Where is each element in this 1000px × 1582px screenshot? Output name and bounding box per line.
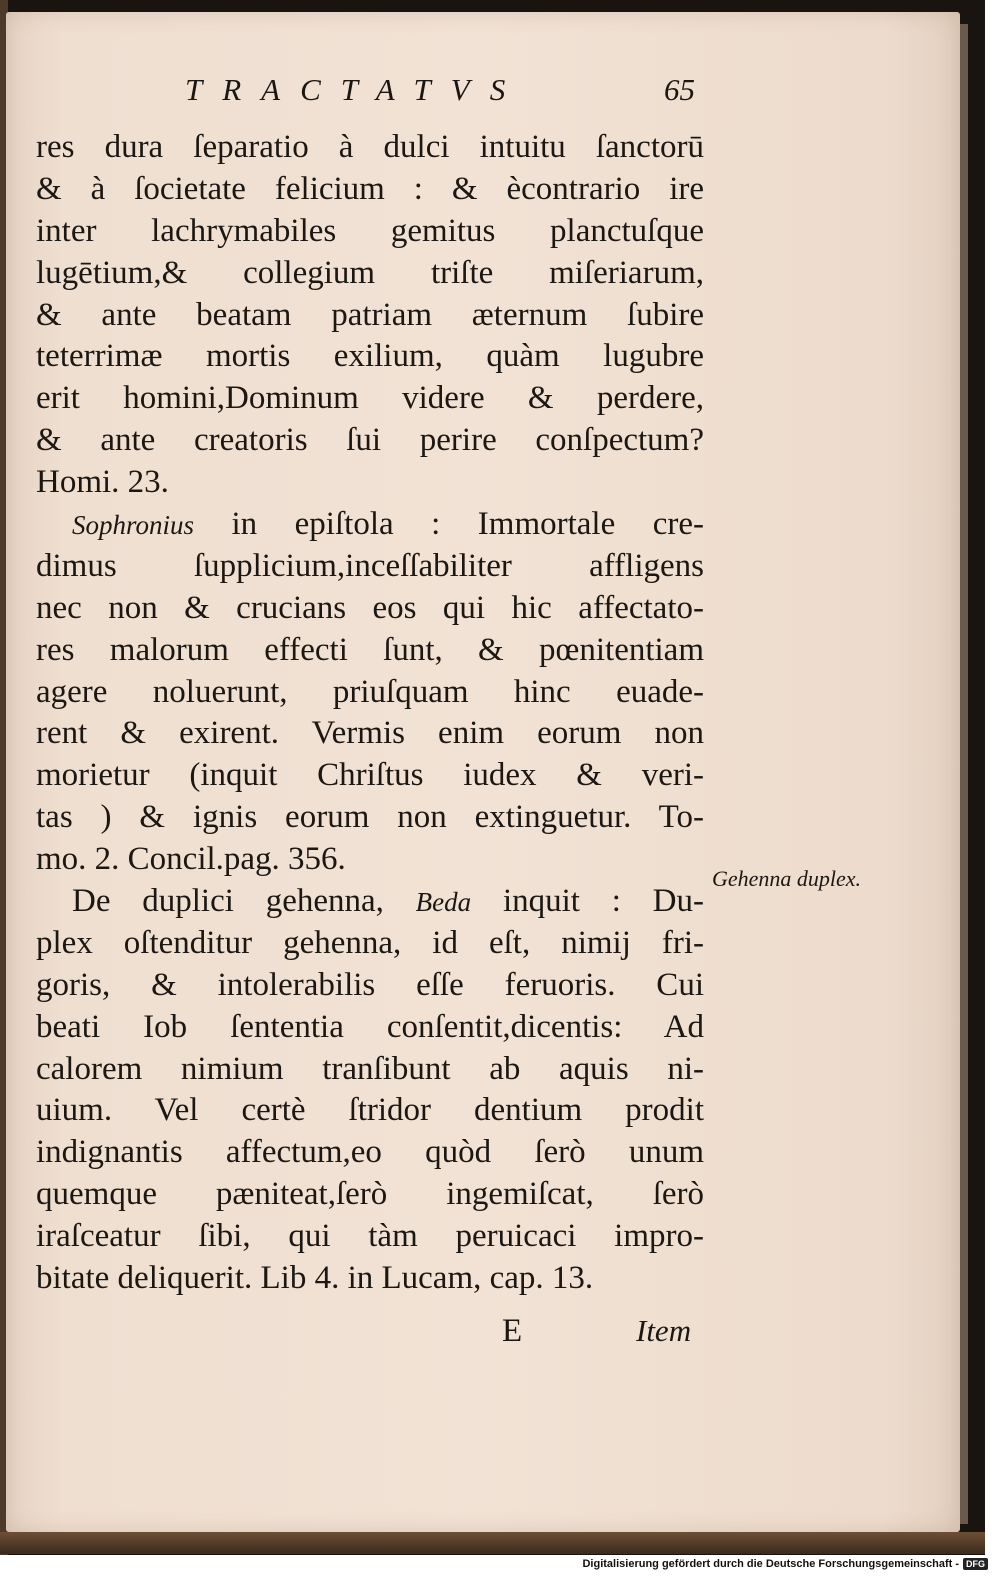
text-line: indignantis affectum,eo quòd ſerò unum (36, 1134, 704, 1171)
dfg-logo-icon: DFG (963, 1558, 988, 1570)
text-line: teterrimæ mortis exilium, quàm lugubre (36, 338, 704, 375)
text-line: plex oſtenditur gehenna, id eſt, nimij fri- (36, 924, 704, 961)
text-line: iraſceatur ſibi, qui tàm peruicaci impro- (36, 1218, 704, 1255)
text-fragment: inquit : Du- (471, 883, 704, 920)
text-line: & ante beatam patriam æternum ſubire (36, 296, 704, 333)
text-line: nec non & crucians eos qui hic affectato- (36, 589, 704, 626)
text-line: rent & exirent. Vermis enim eorum non (36, 715, 704, 752)
text-line: res dura ſeparatio à dulci intuitu ſanctorū (36, 129, 704, 165)
paragraph-start (36, 504, 704, 546)
text-line: & ante creatoris ſui perire conſpectum? (36, 422, 704, 459)
text-line: lugētium,& collegium triſte miſeriarum, (36, 254, 704, 291)
text-line: mo. 2. Concil.pag. 356. (36, 841, 346, 878)
paragraph-start (36, 881, 704, 923)
text-line: Homi. 23. (36, 464, 169, 501)
text-fragment: De duplici gehenna, (72, 883, 416, 920)
signature-mark: E (502, 1313, 523, 1349)
page-edge (960, 24, 968, 1524)
author-name: Sophronius (72, 510, 195, 541)
digitization-credit (582, 1558, 988, 1570)
marginal-note: Gehenna duplex. (712, 866, 862, 891)
text-line: bitate deliquerit. Lib 4. in Lucam, cap. 13. (36, 1260, 594, 1297)
text-line: morietur (inquit Chriſtus iudex & veri- (36, 757, 704, 794)
credit-text: Digitalisierung gefördert durch die Deutsche Forschungsgemeinschaft - (582, 1558, 959, 1570)
text-line: inter lachrymabiles gemitus planctuſque (36, 212, 704, 249)
text-line: tas ) & ignis eorum non extinguetur. To- (36, 799, 704, 836)
text-line: erit homini,Dominum videre & perdere, (36, 380, 704, 417)
text-line: agere noluerunt, priuſquam hinc euade- (36, 673, 704, 710)
text-line: & à ſocietate felicium : & ècontrario ire (36, 170, 704, 207)
main-text (36, 127, 704, 1300)
author-name: Beda (415, 887, 472, 918)
book-cover-edge (0, 1532, 985, 1554)
text-line: quemque pæniteat,ſerò ingemiſcat, ſerò (36, 1176, 704, 1213)
text-fragment: in epiſtola : Immortale cre- (194, 506, 704, 543)
catchword: Item (636, 1313, 692, 1348)
text-line: res malorum effecti ſunt, & pœnitentiam (36, 631, 704, 668)
text-line: calorem nimium tranſibunt ab aquis ni- (36, 1050, 704, 1087)
page-number: 65 (664, 72, 695, 107)
text-line: beati Iob ſententia conſentit,dicentis: Ad (36, 1008, 704, 1045)
text-line: goris, & intolerabilis eſſe feruoris. Cui (36, 966, 704, 1003)
text-line: uium. Vel certè ſtridor dentium prodit (36, 1092, 704, 1129)
running-head: TRACTATVS (185, 72, 526, 107)
text-line: dimus ſupplicium,inceſſabiliter affligens (36, 547, 704, 584)
